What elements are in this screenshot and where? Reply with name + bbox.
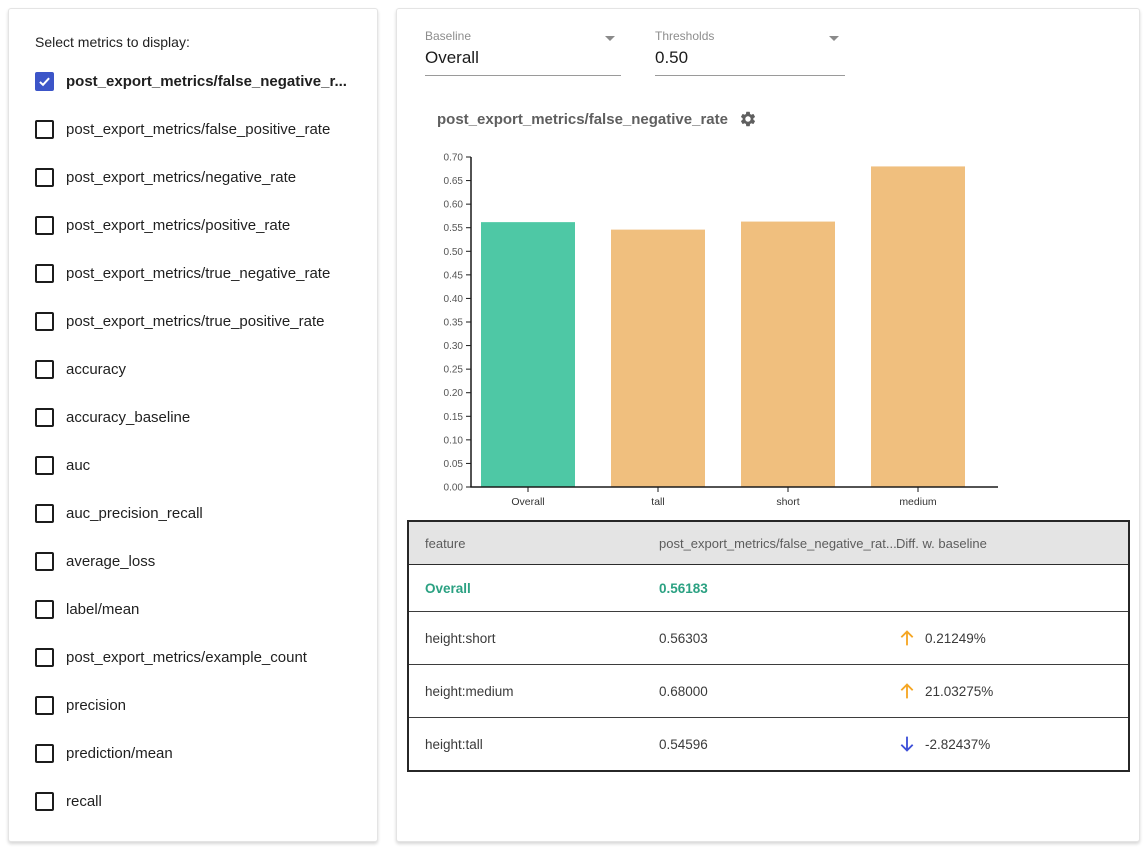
caret-down-icon <box>829 36 839 41</box>
metric-value-cell: 0.68000 <box>659 683 708 699</box>
caret-down-icon <box>605 36 615 41</box>
metric-value-cell: 0.56183 <box>659 580 708 596</box>
fairness-results-panel <box>396 8 1140 842</box>
metric-label: precision <box>66 696 127 714</box>
metrics-table <box>407 520 1130 772</box>
checkmark-icon <box>37 74 52 89</box>
baseline-select-label: Baseline <box>425 29 472 43</box>
feature-cell: Overall <box>425 580 471 596</box>
metric-checkbox-row[interactable] <box>35 57 365 105</box>
metric-label: auc <box>66 456 91 474</box>
y-axis-tick-label: 0.55 <box>443 223 463 235</box>
metric-checkbox-row[interactable] <box>35 633 365 681</box>
metric-checkbox[interactable] <box>35 120 54 139</box>
metric-checkbox[interactable] <box>35 456 54 475</box>
metric-label: post_export_metrics/false_negative_r... <box>66 72 347 90</box>
metric-checkbox-row[interactable] <box>35 777 365 825</box>
metric-checkbox-row[interactable] <box>35 393 365 441</box>
y-axis-tick-label: 0.05 <box>443 458 463 470</box>
metric-checkbox-row[interactable] <box>35 249 365 297</box>
metric-picker-panel <box>8 8 378 842</box>
thresholds-select-value: 0.50 <box>655 48 845 76</box>
metric-checkbox-row[interactable] <box>35 489 365 537</box>
chart-header <box>437 110 757 128</box>
table-row <box>409 611 1128 664</box>
metric-checkbox[interactable] <box>35 312 54 331</box>
baseline-select[interactable] <box>425 29 621 76</box>
gear-icon[interactable] <box>739 110 757 128</box>
y-axis-tick-label: 0.65 <box>443 176 463 188</box>
table-row <box>409 664 1128 717</box>
x-axis-tick-label: Overall <box>511 496 545 508</box>
table-row <box>409 717 1128 770</box>
metric-checkbox[interactable] <box>35 408 54 427</box>
metric-checkbox[interactable] <box>35 168 54 187</box>
table-header-row <box>409 522 1128 564</box>
metric-checkbox[interactable] <box>35 264 54 283</box>
bar-medium[interactable] <box>871 166 965 487</box>
metric-checkbox[interactable] <box>35 552 54 571</box>
bar-chart <box>421 149 1021 519</box>
up-arrow-icon <box>896 627 918 649</box>
metric-label: recall <box>66 792 102 810</box>
y-axis-tick-label: 0.35 <box>443 317 463 329</box>
diff-cell <box>896 733 1128 755</box>
x-axis-tick-label: tall <box>651 496 665 508</box>
metric-label: average_loss <box>66 552 156 570</box>
y-axis-tick-label: 0.15 <box>443 411 463 423</box>
y-axis-tick-label: 0.70 <box>443 152 463 164</box>
metric-checkbox-row[interactable] <box>35 105 365 153</box>
metric-label: post_export_metrics/true_negative_rate <box>66 264 331 282</box>
metric-checkbox-row[interactable] <box>35 441 365 489</box>
metric-checkbox[interactable] <box>35 504 54 523</box>
metric-value-cell: 0.56303 <box>659 630 708 646</box>
diff-cell <box>896 627 1128 649</box>
bar-chart-svg <box>421 149 1021 519</box>
baseline-select-value: Overall <box>425 48 621 76</box>
y-axis-tick-label: 0.50 <box>443 246 463 258</box>
metric-label: post_export_metrics/negative_rate <box>66 168 297 186</box>
metric-label: post_export_metrics/example_count <box>66 648 307 666</box>
metric-checkbox[interactable] <box>35 648 54 667</box>
chart-title: post_export_metrics/false_negative_rate <box>437 110 728 128</box>
metric-checkbox-row[interactable] <box>35 585 365 633</box>
y-axis-tick-label: 0.30 <box>443 341 463 353</box>
feature-cell: height:medium <box>425 683 514 699</box>
metric-value-cell: 0.54596 <box>659 736 708 752</box>
metric-label: accuracy <box>66 360 127 378</box>
x-axis-tick-label: short <box>776 496 800 508</box>
metric-checkbox[interactable] <box>35 72 54 91</box>
bar-tall[interactable] <box>611 230 705 487</box>
down-arrow-icon <box>896 733 918 755</box>
metric-label: label/mean <box>66 600 140 618</box>
metric-checkbox-row[interactable] <box>35 681 365 729</box>
feature-cell: height:short <box>425 630 496 646</box>
metric-checkbox-row[interactable] <box>35 345 365 393</box>
diff-value: 0.21249% <box>925 630 986 646</box>
x-axis-tick-label: medium <box>899 496 937 508</box>
metric-label: auc_precision_recall <box>66 504 203 522</box>
metric-label: post_export_metrics/false_positive_rate <box>66 120 331 138</box>
y-axis-tick-label: 0.25 <box>443 364 463 376</box>
y-axis-tick-label: 0.10 <box>443 435 463 447</box>
y-axis-tick-label: 0.45 <box>443 270 463 282</box>
up-arrow-icon <box>896 680 918 702</box>
metric-checkbox[interactable] <box>35 744 54 763</box>
metric-checkbox-row[interactable] <box>35 297 365 345</box>
thresholds-select[interactable] <box>655 29 845 76</box>
metric-checkbox[interactable] <box>35 600 54 619</box>
thresholds-select-label: Thresholds <box>655 29 715 43</box>
metric-checkbox-row[interactable] <box>35 153 365 201</box>
diff-value: 21.03275% <box>925 683 994 699</box>
metric-checkbox[interactable] <box>35 792 54 811</box>
metric-label: accuracy_baseline <box>66 408 191 426</box>
diff-value: -2.82437% <box>925 736 991 752</box>
metric-checkbox[interactable] <box>35 216 54 235</box>
metric-checkbox[interactable] <box>35 360 54 379</box>
metric-picker-title: Select metrics to display: <box>35 34 190 50</box>
metric-checkbox-row[interactable] <box>35 729 365 777</box>
metric-label: prediction/mean <box>66 744 173 762</box>
table-body <box>409 564 1128 770</box>
bar-short[interactable] <box>741 222 835 487</box>
metric-checkbox[interactable] <box>35 696 54 715</box>
y-axis-tick-label: 0.00 <box>443 482 463 494</box>
feature-cell: height:tall <box>425 736 483 752</box>
header-diff: Diff. w. baseline <box>896 535 987 551</box>
table-row <box>409 564 1128 611</box>
header-metric: post_export_metrics/false_negative_rat... <box>659 535 897 551</box>
metric-checkbox-row[interactable] <box>35 201 365 249</box>
metric-label: post_export_metrics/positive_rate <box>66 216 291 234</box>
metric-list <box>35 57 365 825</box>
header-feature: feature <box>425 535 466 551</box>
y-axis-tick-label: 0.40 <box>443 293 463 305</box>
y-axis-tick-label: 0.60 <box>443 199 463 211</box>
y-axis-tick-label: 0.20 <box>443 388 463 400</box>
metric-label: post_export_metrics/true_positive_rate <box>66 312 325 330</box>
diff-cell <box>896 680 1128 702</box>
metric-checkbox-row[interactable] <box>35 537 365 585</box>
bar-Overall[interactable] <box>481 222 575 487</box>
